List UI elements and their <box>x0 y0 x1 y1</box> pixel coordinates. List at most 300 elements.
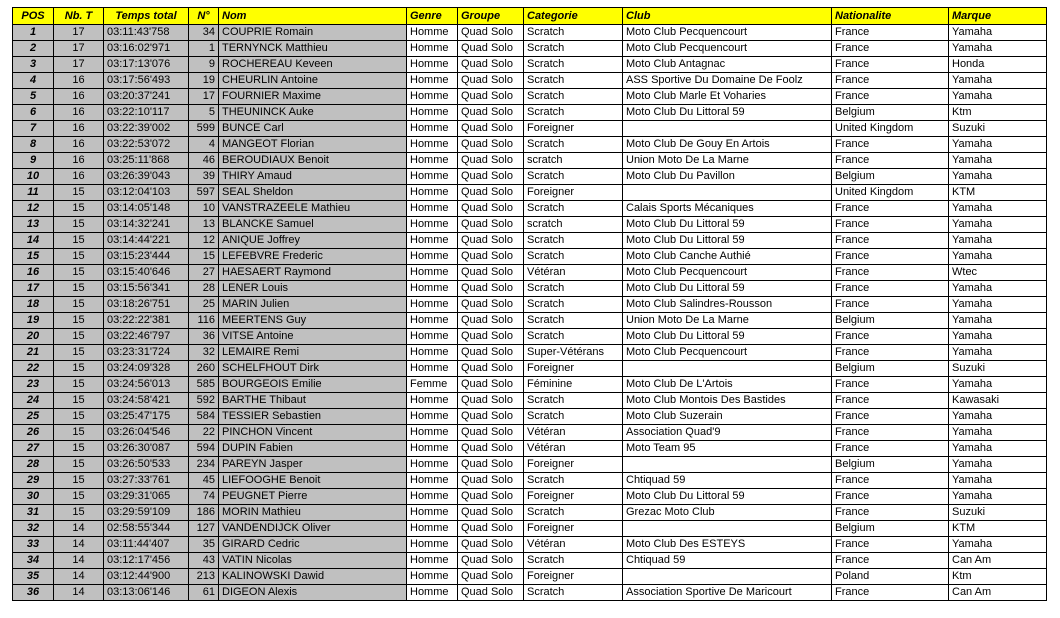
cell-pos: 22 <box>13 361 54 377</box>
table-row <box>13 585 1047 601</box>
cell-genre: Homme <box>407 137 458 153</box>
cell-groupe: Quad Solo <box>458 217 524 233</box>
cell-nom: BEROUDIAUX Benoit <box>219 153 407 169</box>
cell-temps-total: 03:15:56'341 <box>104 281 189 297</box>
cell-pos: 28 <box>13 457 54 473</box>
cell-nb-t: 14 <box>54 553 104 569</box>
table-row <box>13 153 1047 169</box>
cell-genre: Homme <box>407 409 458 425</box>
cell-club <box>623 569 832 585</box>
table-row <box>13 233 1047 249</box>
cell-numero: 585 <box>189 377 219 393</box>
cell-club: Moto Club Pecquencourt <box>623 25 832 41</box>
cell-numero: 597 <box>189 185 219 201</box>
cell-temps-total: 03:29:31'065 <box>104 489 189 505</box>
cell-nationalite: Belgium <box>832 521 949 537</box>
cell-nationalite: France <box>832 489 949 505</box>
cell-club: Moto Club Canche Authié <box>623 249 832 265</box>
cell-nom: SEAL Sheldon <box>219 185 407 201</box>
cell-categorie: Scratch <box>524 57 623 73</box>
cell-temps-total: 03:24:56'013 <box>104 377 189 393</box>
cell-temps-total: 03:22:53'072 <box>104 137 189 153</box>
cell-temps-total: 03:12:44'900 <box>104 569 189 585</box>
cell-numero: 43 <box>189 553 219 569</box>
cell-genre: Homme <box>407 105 458 121</box>
table-row <box>13 89 1047 105</box>
cell-nom: FOURNIER Maxime <box>219 89 407 105</box>
table-row <box>13 41 1047 57</box>
cell-pos: 15 <box>13 249 54 265</box>
table-row <box>13 329 1047 345</box>
cell-club <box>623 521 832 537</box>
cell-nb-t: 15 <box>54 393 104 409</box>
cell-numero: 234 <box>189 457 219 473</box>
cell-genre: Femme <box>407 377 458 393</box>
cell-temps-total: 03:16:02'971 <box>104 41 189 57</box>
table-row <box>13 25 1047 41</box>
cell-pos: 21 <box>13 345 54 361</box>
cell-marque: Yamaha <box>949 329 1047 345</box>
cell-nb-t: 14 <box>54 537 104 553</box>
cell-club: Moto Team 95 <box>623 441 832 457</box>
cell-groupe: Quad Solo <box>458 89 524 105</box>
cell-genre: Homme <box>407 457 458 473</box>
cell-categorie: Scratch <box>524 201 623 217</box>
cell-genre: Homme <box>407 473 458 489</box>
cell-nationalite: France <box>832 409 949 425</box>
cell-genre: Homme <box>407 313 458 329</box>
table-row <box>13 185 1047 201</box>
cell-club: Moto Club Du Littoral 59 <box>623 489 832 505</box>
cell-nb-t: 15 <box>54 217 104 233</box>
cell-groupe: Quad Solo <box>458 121 524 137</box>
cell-nationalite: France <box>832 393 949 409</box>
cell-nb-t: 16 <box>54 169 104 185</box>
cell-numero: 36 <box>189 329 219 345</box>
cell-nb-t: 15 <box>54 313 104 329</box>
cell-numero: 584 <box>189 409 219 425</box>
cell-marque: Yamaha <box>949 489 1047 505</box>
cell-genre: Homme <box>407 265 458 281</box>
cell-nom: VANDENDIJCK Oliver <box>219 521 407 537</box>
cell-marque: Yamaha <box>949 217 1047 233</box>
cell-groupe: Quad Solo <box>458 313 524 329</box>
table-row <box>13 425 1047 441</box>
cell-club: Moto Club Pecquencourt <box>623 265 832 281</box>
table-row <box>13 361 1047 377</box>
cell-groupe: Quad Solo <box>458 521 524 537</box>
cell-groupe: Quad Solo <box>458 361 524 377</box>
cell-pos: 1 <box>13 25 54 41</box>
cell-nationalite: Belgium <box>832 361 949 377</box>
cell-temps-total: 03:22:10'117 <box>104 105 189 121</box>
cell-categorie: Vétéran <box>524 425 623 441</box>
cell-categorie: Scratch <box>524 329 623 345</box>
cell-pos: 19 <box>13 313 54 329</box>
cell-genre: Homme <box>407 217 458 233</box>
cell-pos: 31 <box>13 505 54 521</box>
table-row <box>13 121 1047 137</box>
cell-temps-total: 03:12:17'456 <box>104 553 189 569</box>
header-categorie: Categorie <box>524 8 623 25</box>
table-row <box>13 409 1047 425</box>
cell-nom: GIRARD Cedric <box>219 537 407 553</box>
cell-nb-t: 16 <box>54 137 104 153</box>
cell-temps-total: 03:26:04'546 <box>104 425 189 441</box>
cell-groupe: Quad Solo <box>458 73 524 89</box>
cell-temps-total: 03:27:33'761 <box>104 473 189 489</box>
cell-numero: 15 <box>189 249 219 265</box>
cell-nom: THEUNINCK Auke <box>219 105 407 121</box>
cell-nationalite: France <box>832 233 949 249</box>
cell-nationalite: Poland <box>832 569 949 585</box>
cell-groupe: Quad Solo <box>458 377 524 393</box>
cell-temps-total: 03:24:09'328 <box>104 361 189 377</box>
cell-nb-t: 15 <box>54 281 104 297</box>
cell-categorie: scratch <box>524 153 623 169</box>
cell-pos: 2 <box>13 41 54 57</box>
cell-temps-total: 03:11:44'407 <box>104 537 189 553</box>
cell-groupe: Quad Solo <box>458 457 524 473</box>
cell-genre: Homme <box>407 25 458 41</box>
cell-groupe: Quad Solo <box>458 505 524 521</box>
cell-temps-total: 03:25:11'868 <box>104 153 189 169</box>
cell-groupe: Quad Solo <box>458 329 524 345</box>
cell-genre: Homme <box>407 201 458 217</box>
cell-nom: PEUGNET Pierre <box>219 489 407 505</box>
cell-nb-t: 17 <box>54 25 104 41</box>
cell-club: Moto Club Antagnac <box>623 57 832 73</box>
cell-nationalite: Belgium <box>832 457 949 473</box>
cell-club: Chtiquad 59 <box>623 473 832 489</box>
cell-club: Association Quad'9 <box>623 425 832 441</box>
cell-groupe: Quad Solo <box>458 569 524 585</box>
cell-marque: Suzuki <box>949 361 1047 377</box>
cell-marque: Yamaha <box>949 153 1047 169</box>
cell-pos: 25 <box>13 409 54 425</box>
cell-marque: Yamaha <box>949 441 1047 457</box>
cell-categorie: Foreigner <box>524 569 623 585</box>
table-row <box>13 521 1047 537</box>
table-row <box>13 201 1047 217</box>
cell-pos: 3 <box>13 57 54 73</box>
cell-pos: 6 <box>13 105 54 121</box>
cell-temps-total: 03:26:39'043 <box>104 169 189 185</box>
cell-temps-total: 03:18:26'751 <box>104 297 189 313</box>
cell-club: Moto Club Pecquencourt <box>623 41 832 57</box>
cell-genre: Homme <box>407 249 458 265</box>
header-nom: Nom <box>219 8 407 25</box>
cell-nom: BLANCKE Samuel <box>219 217 407 233</box>
cell-categorie: scratch <box>524 217 623 233</box>
table-row <box>13 137 1047 153</box>
cell-pos: 14 <box>13 233 54 249</box>
cell-marque: Yamaha <box>949 249 1047 265</box>
cell-numero: 13 <box>189 217 219 233</box>
cell-categorie: Scratch <box>524 281 623 297</box>
cell-nb-t: 15 <box>54 457 104 473</box>
cell-marque: Yamaha <box>949 313 1047 329</box>
cell-pos: 4 <box>13 73 54 89</box>
cell-temps-total: 03:23:31'724 <box>104 345 189 361</box>
cell-genre: Homme <box>407 425 458 441</box>
cell-categorie: Vétéran <box>524 265 623 281</box>
cell-nationalite: France <box>832 585 949 601</box>
cell-nb-t: 15 <box>54 297 104 313</box>
cell-genre: Homme <box>407 441 458 457</box>
cell-nom: DUPIN Fabien <box>219 441 407 457</box>
cell-numero: 1 <box>189 41 219 57</box>
cell-groupe: Quad Solo <box>458 489 524 505</box>
cell-numero: 45 <box>189 473 219 489</box>
cell-nom: BUNCE Carl <box>219 121 407 137</box>
table-row <box>13 377 1047 393</box>
cell-nationalite: France <box>832 425 949 441</box>
header-nb-t: Nb. T <box>54 8 104 25</box>
cell-numero: 127 <box>189 521 219 537</box>
cell-nationalite: France <box>832 281 949 297</box>
cell-nom: BARTHE Thibaut <box>219 393 407 409</box>
cell-pos: 8 <box>13 137 54 153</box>
cell-pos: 33 <box>13 537 54 553</box>
cell-pos: 24 <box>13 393 54 409</box>
cell-nationalite: France <box>832 57 949 73</box>
cell-categorie: Scratch <box>524 25 623 41</box>
cell-categorie: Foreigner <box>524 489 623 505</box>
cell-marque: Ktm <box>949 569 1047 585</box>
cell-categorie: Scratch <box>524 169 623 185</box>
cell-pos: 13 <box>13 217 54 233</box>
cell-nb-t: 15 <box>54 441 104 457</box>
cell-groupe: Quad Solo <box>458 201 524 217</box>
cell-numero: 260 <box>189 361 219 377</box>
cell-nb-t: 14 <box>54 569 104 585</box>
cell-club: Moto Club Du Pavillon <box>623 169 832 185</box>
cell-nb-t: 14 <box>54 585 104 601</box>
cell-nb-t: 15 <box>54 233 104 249</box>
cell-groupe: Quad Solo <box>458 57 524 73</box>
cell-marque: Yamaha <box>949 537 1047 553</box>
cell-nom: MORIN Mathieu <box>219 505 407 521</box>
table-row <box>13 489 1047 505</box>
cell-marque: Suzuki <box>949 505 1047 521</box>
cell-nom: SCHELFHOUT Dirk <box>219 361 407 377</box>
cell-genre: Homme <box>407 505 458 521</box>
cell-nb-t: 15 <box>54 201 104 217</box>
cell-categorie: Foreigner <box>524 185 623 201</box>
cell-club: Chtiquad 59 <box>623 553 832 569</box>
cell-numero: 592 <box>189 393 219 409</box>
cell-marque: Kawasaki <box>949 393 1047 409</box>
cell-numero: 27 <box>189 265 219 281</box>
cell-numero: 116 <box>189 313 219 329</box>
header-groupe: Groupe <box>458 8 524 25</box>
cell-club: Union Moto De La Marne <box>623 153 832 169</box>
cell-genre: Homme <box>407 233 458 249</box>
cell-marque: Wtec <box>949 265 1047 281</box>
cell-marque: Yamaha <box>949 73 1047 89</box>
cell-temps-total: 03:20:37'241 <box>104 89 189 105</box>
table-row <box>13 441 1047 457</box>
cell-club: Union Moto De La Marne <box>623 313 832 329</box>
cell-numero: 25 <box>189 297 219 313</box>
cell-club <box>623 121 832 137</box>
cell-nb-t: 16 <box>54 73 104 89</box>
cell-club <box>623 457 832 473</box>
cell-nationalite: France <box>832 25 949 41</box>
cell-temps-total: 03:11:43'758 <box>104 25 189 41</box>
cell-nb-t: 17 <box>54 57 104 73</box>
table-row <box>13 537 1047 553</box>
cell-marque: Ktm <box>949 105 1047 121</box>
cell-nom: THIRY Amaud <box>219 169 407 185</box>
cell-groupe: Quad Solo <box>458 425 524 441</box>
cell-numero: 5 <box>189 105 219 121</box>
cell-numero: 61 <box>189 585 219 601</box>
cell-pos: 30 <box>13 489 54 505</box>
cell-temps-total: 03:14:44'221 <box>104 233 189 249</box>
cell-categorie: Féminine <box>524 377 623 393</box>
header-club: Club <box>623 8 832 25</box>
cell-nationalite: France <box>832 505 949 521</box>
cell-genre: Homme <box>407 585 458 601</box>
header-marque: Marque <box>949 8 1047 25</box>
cell-categorie: Scratch <box>524 409 623 425</box>
header-genre: Genre <box>407 8 458 25</box>
cell-marque: Yamaha <box>949 281 1047 297</box>
cell-nom: TESSIER Sebastien <box>219 409 407 425</box>
cell-marque: Yamaha <box>949 233 1047 249</box>
cell-temps-total: 03:29:59'109 <box>104 505 189 521</box>
cell-marque: Yamaha <box>949 409 1047 425</box>
table-row <box>13 217 1047 233</box>
table-row <box>13 249 1047 265</box>
cell-pos: 20 <box>13 329 54 345</box>
cell-numero: 594 <box>189 441 219 457</box>
cell-nb-t: 15 <box>54 265 104 281</box>
cell-temps-total: 03:14:05'148 <box>104 201 189 217</box>
cell-genre: Homme <box>407 329 458 345</box>
cell-nationalite: France <box>832 553 949 569</box>
cell-marque: Yamaha <box>949 137 1047 153</box>
cell-categorie: Scratch <box>524 249 623 265</box>
cell-nom: VANSTRAZEELE Mathieu <box>219 201 407 217</box>
cell-club: Moto Club Marle Et Voharies <box>623 89 832 105</box>
cell-numero: 186 <box>189 505 219 521</box>
cell-nationalite: France <box>832 73 949 89</box>
cell-pos: 12 <box>13 201 54 217</box>
cell-numero: 213 <box>189 569 219 585</box>
cell-categorie: Scratch <box>524 553 623 569</box>
cell-nom: ANIQUE Joffrey <box>219 233 407 249</box>
cell-nationalite: France <box>832 265 949 281</box>
cell-groupe: Quad Solo <box>458 249 524 265</box>
cell-temps-total: 03:26:30'087 <box>104 441 189 457</box>
cell-nationalite: Belgium <box>832 313 949 329</box>
cell-club: Association Sportive De Maricourt <box>623 585 832 601</box>
cell-pos: 9 <box>13 153 54 169</box>
cell-marque: Yamaha <box>949 345 1047 361</box>
table-row <box>13 281 1047 297</box>
cell-marque: Yamaha <box>949 473 1047 489</box>
cell-nom: LIEFOOGHE Benoit <box>219 473 407 489</box>
cell-nationalite: Belgium <box>832 169 949 185</box>
table-row <box>13 313 1047 329</box>
cell-nationalite: France <box>832 249 949 265</box>
cell-nom: MANGEOT Florian <box>219 137 407 153</box>
cell-nom: COUPRIE Romain <box>219 25 407 41</box>
cell-marque: Yamaha <box>949 377 1047 393</box>
cell-pos: 27 <box>13 441 54 457</box>
cell-genre: Homme <box>407 393 458 409</box>
table-row <box>13 105 1047 121</box>
cell-marque: Can Am <box>949 553 1047 569</box>
cell-nb-t: 15 <box>54 489 104 505</box>
cell-nationalite: United Kingdom <box>832 185 949 201</box>
cell-genre: Homme <box>407 185 458 201</box>
cell-groupe: Quad Solo <box>458 169 524 185</box>
cell-nb-t: 14 <box>54 521 104 537</box>
cell-club: Moto Club Salindres-Rousson <box>623 297 832 313</box>
cell-genre: Homme <box>407 41 458 57</box>
cell-marque: Yamaha <box>949 89 1047 105</box>
results-body <box>13 25 1047 601</box>
cell-nom: LEFEBVRE Frederic <box>219 249 407 265</box>
cell-nationalite: France <box>832 89 949 105</box>
cell-numero: 10 <box>189 201 219 217</box>
cell-categorie: Foreigner <box>524 521 623 537</box>
cell-club: Calais Sports Mécaniques <box>623 201 832 217</box>
cell-temps-total: 03:12:04'103 <box>104 185 189 201</box>
cell-marque: Yamaha <box>949 201 1047 217</box>
cell-nb-t: 15 <box>54 345 104 361</box>
cell-nom: VATIN Nicolas <box>219 553 407 569</box>
cell-marque: Yamaha <box>949 169 1047 185</box>
cell-categorie: Scratch <box>524 585 623 601</box>
cell-temps-total: 02:58:55'344 <box>104 521 189 537</box>
cell-marque: KTM <box>949 185 1047 201</box>
cell-groupe: Quad Solo <box>458 233 524 249</box>
header-pos: POS <box>13 8 54 25</box>
cell-nom: VITSE Antoine <box>219 329 407 345</box>
cell-nationalite: France <box>832 41 949 57</box>
cell-nb-t: 16 <box>54 153 104 169</box>
cell-temps-total: 03:15:23'444 <box>104 249 189 265</box>
cell-groupe: Quad Solo <box>458 393 524 409</box>
cell-club: Moto Club Du Littoral 59 <box>623 233 832 249</box>
cell-temps-total: 03:22:39'002 <box>104 121 189 137</box>
cell-marque: Yamaha <box>949 425 1047 441</box>
cell-numero: 35 <box>189 537 219 553</box>
cell-groupe: Quad Solo <box>458 409 524 425</box>
cell-categorie: Scratch <box>524 297 623 313</box>
table-row <box>13 169 1047 185</box>
header-temps-total: Temps total <box>104 8 189 25</box>
cell-genre: Homme <box>407 153 458 169</box>
cell-temps-total: 03:25:47'175 <box>104 409 189 425</box>
cell-genre: Homme <box>407 489 458 505</box>
cell-nb-t: 15 <box>54 361 104 377</box>
cell-nationalite: France <box>832 537 949 553</box>
cell-categorie: Scratch <box>524 473 623 489</box>
cell-pos: 32 <box>13 521 54 537</box>
cell-pos: 16 <box>13 265 54 281</box>
cell-categorie: Scratch <box>524 73 623 89</box>
cell-genre: Homme <box>407 521 458 537</box>
cell-temps-total: 03:22:22'381 <box>104 313 189 329</box>
cell-nom: DIGEON Alexis <box>219 585 407 601</box>
cell-numero: 32 <box>189 345 219 361</box>
